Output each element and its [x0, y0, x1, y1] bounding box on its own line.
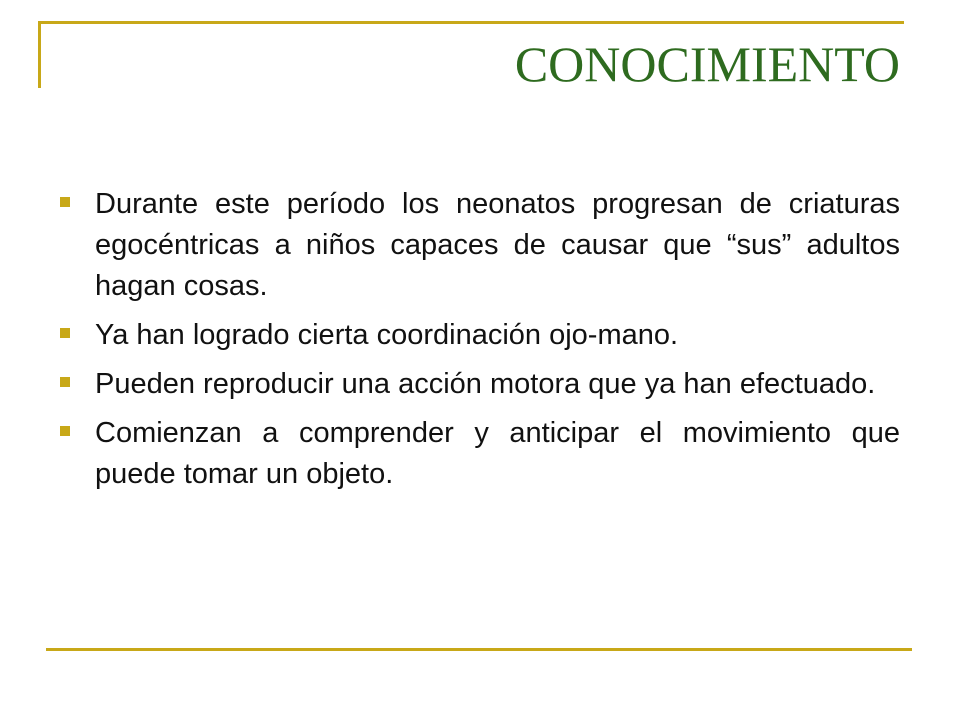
square-bullet-icon — [60, 197, 70, 207]
slide-title: CONOCIMIENTO — [514, 36, 900, 92]
bottom-border-line — [46, 648, 912, 651]
bullet-text: Durante este período los neonatos progresan de criaturas egocéntricas a niños capaces de causar que “sus” adultos hagan cosas. — [95, 188, 900, 302]
left-border-line — [38, 21, 41, 88]
bullet-text: Comienzan a comprender y anticipar el movimiento que puede tomar un objeto. — [95, 417, 900, 490]
square-bullet-icon — [60, 328, 70, 338]
square-bullet-icon — [60, 426, 70, 436]
bullet-text: Pueden reproducir una acción motora que ya han efectuado. — [95, 368, 876, 400]
square-bullet-icon — [60, 377, 70, 387]
top-border-line — [38, 21, 904, 24]
bullet-item — [58, 364, 900, 405]
bullet-item — [58, 184, 900, 307]
bullet-item — [58, 413, 900, 495]
bullet-list — [58, 184, 900, 503]
bullet-text: Ya han logrado cierta coordinación ojo-mano. — [95, 319, 679, 351]
bullet-item — [58, 315, 900, 356]
